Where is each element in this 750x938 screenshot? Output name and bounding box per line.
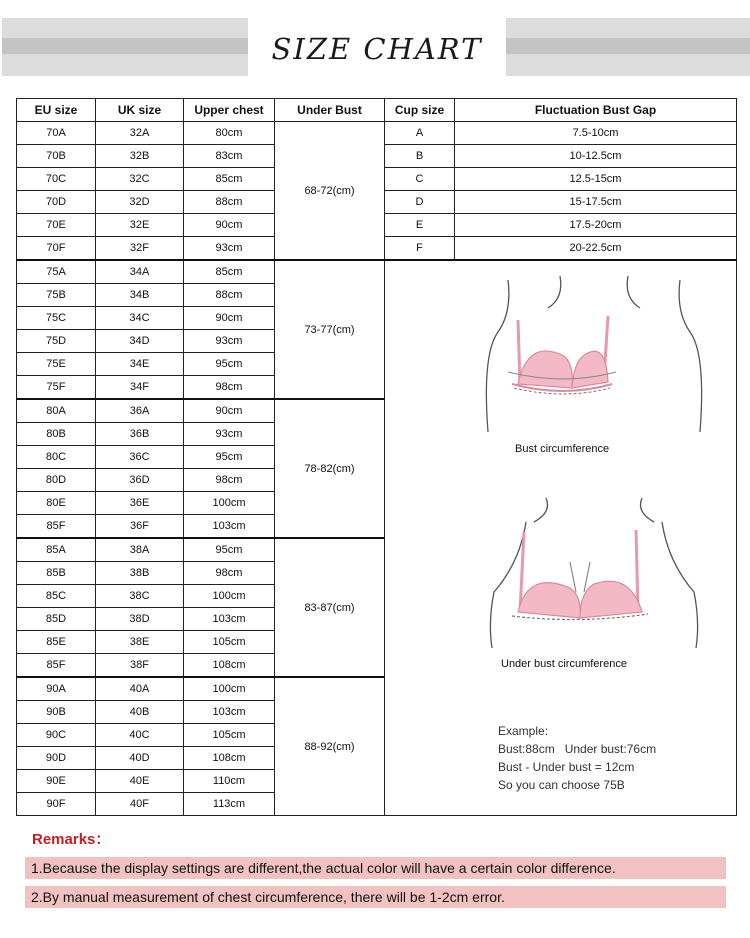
- cell-upper-chest: 93cm: [184, 237, 275, 261]
- cell-uk-size: 36B: [96, 423, 184, 446]
- cell-uk-size: 40D: [96, 747, 184, 770]
- cell-eu-size: 70E: [17, 214, 96, 237]
- cell-uk-size: 32C: [96, 168, 184, 191]
- cell-uk-size: 32D: [96, 191, 184, 214]
- cell-uk-size: 34B: [96, 284, 184, 307]
- cell-eu-size: 80C: [17, 446, 96, 469]
- header-upper-chest: Upper chest: [184, 99, 275, 122]
- cell-under-bust: 68-72(cm): [275, 122, 385, 261]
- cell-eu-size: 70F: [17, 237, 96, 261]
- cell-bust-gap: 17.5-20cm: [455, 214, 737, 237]
- remark-item: 1.Because the display settings are different,the actual color will have a certain color difference.: [25, 857, 726, 879]
- cell-upper-chest: 95cm: [184, 538, 275, 562]
- cell-eu-size: 90B: [17, 701, 96, 724]
- cell-bust-gap: 20-22.5cm: [455, 237, 737, 261]
- under-bust-illustration: [466, 492, 722, 652]
- cell-eu-size: 85A: [17, 538, 96, 562]
- cell-eu-size: 90F: [17, 793, 96, 816]
- cell-uk-size: 36C: [96, 446, 184, 469]
- cell-uk-size: 34C: [96, 307, 184, 330]
- cell-eu-size: 85D: [17, 608, 96, 631]
- cell-upper-chest: 103cm: [184, 608, 275, 631]
- cell-upper-chest: 88cm: [184, 191, 275, 214]
- cell-uk-size: 32F: [96, 237, 184, 261]
- cell-uk-size: 34E: [96, 353, 184, 376]
- cell-under-bust: 88-92(cm): [275, 677, 385, 816]
- cell-upper-chest: 85cm: [184, 260, 275, 284]
- cell-uk-size: 38D: [96, 608, 184, 631]
- cell-upper-chest: 83cm: [184, 145, 275, 168]
- cell-upper-chest: 85cm: [184, 168, 275, 191]
- cell-uk-size: 34F: [96, 376, 184, 400]
- cell-eu-size: 75F: [17, 376, 96, 400]
- cell-uk-size: 40E: [96, 770, 184, 793]
- header-band-right: [506, 18, 750, 76]
- example-line: Bust - Under bust = 12cm: [498, 760, 635, 774]
- cell-cup-size: C: [385, 168, 455, 191]
- cell-eu-size: 90D: [17, 747, 96, 770]
- cell-eu-size: 70B: [17, 145, 96, 168]
- cell-uk-size: 40F: [96, 793, 184, 816]
- cell-upper-chest: 98cm: [184, 562, 275, 585]
- cell-upper-chest: 108cm: [184, 747, 275, 770]
- cell-eu-size: 75D: [17, 330, 96, 353]
- example-line: Bust:88cm Under bust:76cm: [498, 742, 657, 756]
- cell-uk-size: 40A: [96, 677, 184, 701]
- cell-upper-chest: 93cm: [184, 330, 275, 353]
- header-cup-size: Cup size: [385, 99, 455, 122]
- cell-eu-size: 70A: [17, 122, 96, 145]
- cell-eu-size: 85E: [17, 631, 96, 654]
- cell-eu-size: 80E: [17, 492, 96, 515]
- cell-uk-size: 34D: [96, 330, 184, 353]
- cell-cup-size: D: [385, 191, 455, 214]
- cell-eu-size: 80D: [17, 469, 96, 492]
- cell-upper-chest: 100cm: [184, 492, 275, 515]
- cell-upper-chest: 95cm: [184, 446, 275, 469]
- cell-uk-size: 32B: [96, 145, 184, 168]
- bust-caption: Bust circumference: [515, 443, 610, 455]
- bust-circumference-illustration: [468, 272, 720, 436]
- cell-upper-chest: 108cm: [184, 654, 275, 678]
- cell-uk-size: 32E: [96, 214, 184, 237]
- page-title: SIZE CHART: [271, 32, 483, 66]
- remarks-title: Remarks：: [32, 831, 111, 848]
- cell-upper-chest: 88cm: [184, 284, 275, 307]
- header-under-bust: Under Bust: [275, 99, 385, 122]
- cell-uk-size: 38F: [96, 654, 184, 678]
- example-line: Example:: [498, 724, 549, 738]
- cell-upper-chest: 103cm: [184, 515, 275, 539]
- cell-upper-chest: 105cm: [184, 631, 275, 654]
- cell-uk-size: 40C: [96, 724, 184, 747]
- example-text: [498, 722, 656, 794]
- cell-upper-chest: 98cm: [184, 469, 275, 492]
- cell-upper-chest: 93cm: [184, 423, 275, 446]
- cell-upper-chest: 110cm: [184, 770, 275, 793]
- cell-uk-size: 38E: [96, 631, 184, 654]
- cell-under-bust: 78-82(cm): [275, 399, 385, 538]
- cell-upper-chest: 100cm: [184, 585, 275, 608]
- example-line: So you can choose 75B: [498, 778, 625, 792]
- cell-uk-size: 34A: [96, 260, 184, 284]
- cell-eu-size: 85F: [17, 654, 96, 678]
- cell-uk-size: 38C: [96, 585, 184, 608]
- cell-uk-size: 38A: [96, 538, 184, 562]
- cell-eu-size: 70D: [17, 191, 96, 214]
- cell-upper-chest: 105cm: [184, 724, 275, 747]
- cell-upper-chest: 103cm: [184, 701, 275, 724]
- cell-eu-size: 75C: [17, 307, 96, 330]
- cell-eu-size: 75E: [17, 353, 96, 376]
- cell-eu-size: 70C: [17, 168, 96, 191]
- cell-under-bust: 83-87(cm): [275, 538, 385, 677]
- cell-uk-size: 32A: [96, 122, 184, 145]
- cell-uk-size: 36F: [96, 515, 184, 539]
- cell-eu-size: 80A: [17, 399, 96, 423]
- table-header-row: [17, 99, 737, 122]
- under-bust-caption: Under bust circumference: [501, 658, 627, 670]
- cell-eu-size: 85B: [17, 562, 96, 585]
- cell-upper-chest: 100cm: [184, 677, 275, 701]
- header-uk-size: UK size: [96, 99, 184, 122]
- cell-cup-size: B: [385, 145, 455, 168]
- cell-bust-gap: 15-17.5cm: [455, 191, 737, 214]
- cell-uk-size: 36D: [96, 469, 184, 492]
- cell-cup-size: E: [385, 214, 455, 237]
- header-band-left: [2, 18, 248, 76]
- header-fluctuation-gap: Fluctuation Bust Gap: [455, 99, 737, 122]
- cell-upper-chest: 80cm: [184, 122, 275, 145]
- cell-uk-size: 38B: [96, 562, 184, 585]
- cell-cup-size: F: [385, 237, 455, 261]
- cell-upper-chest: 90cm: [184, 399, 275, 423]
- cell-eu-size: 80B: [17, 423, 96, 446]
- cell-upper-chest: 113cm: [184, 793, 275, 816]
- cell-upper-chest: 90cm: [184, 307, 275, 330]
- cell-uk-size: 36A: [96, 399, 184, 423]
- size-chart-table: [16, 98, 737, 816]
- cell-uk-size: 40B: [96, 701, 184, 724]
- cell-bust-gap: 12.5-15cm: [455, 168, 737, 191]
- cell-upper-chest: 98cm: [184, 376, 275, 400]
- cell-eu-size: 90A: [17, 677, 96, 701]
- cell-eu-size: 90C: [17, 724, 96, 747]
- cell-eu-size: 90E: [17, 770, 96, 793]
- cell-eu-size: 75B: [17, 284, 96, 307]
- cell-eu-size: 75A: [17, 260, 96, 284]
- table-row: [17, 122, 737, 145]
- remark-item: 2.By manual measurement of chest circumference, there will be 1-2cm error.: [25, 886, 726, 908]
- cell-bust-gap: 10-12.5cm: [455, 145, 737, 168]
- header-eu-size: EU size: [17, 99, 96, 122]
- cell-under-bust: 73-77(cm): [275, 260, 385, 399]
- cell-uk-size: 36E: [96, 492, 184, 515]
- cell-eu-size: 85F: [17, 515, 96, 539]
- cell-upper-chest: 90cm: [184, 214, 275, 237]
- cell-upper-chest: 95cm: [184, 353, 275, 376]
- cell-bust-gap: 7.5-10cm: [455, 122, 737, 145]
- cell-cup-size: A: [385, 122, 455, 145]
- cell-eu-size: 85C: [17, 585, 96, 608]
